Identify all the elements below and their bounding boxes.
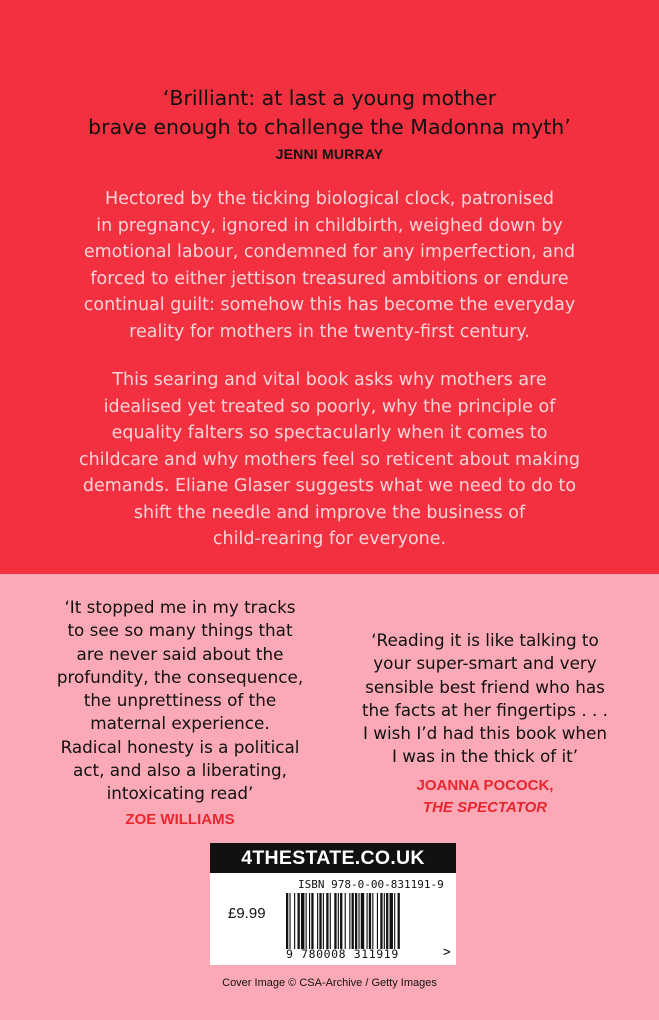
quote-line: your super-smart and very	[373, 653, 597, 674]
headline-attribution: JENNI MURRAY	[275, 146, 384, 162]
blurb-line: reality for mothers in the twenty-first century.	[129, 321, 530, 342]
ean-arrow: >	[443, 945, 451, 960]
publisher-website: 4THESTATE.CO.UK	[210, 843, 456, 873]
quote-line: ‘Reading it is like talking to	[371, 630, 599, 650]
quote-attribution: ZOE WILLIAMS	[125, 810, 235, 828]
blurb-line: idealised yet treated so poorly, why the principle of	[103, 396, 556, 417]
quote-line: the unprettiness of the	[83, 690, 277, 711]
blurb-line: in pregnancy, ignored in childbirth, weighed down by	[96, 215, 563, 236]
cover-image-credit: Cover Image © CSA-Archive / Getty Images	[222, 977, 437, 989]
blurb-line: forced to either jettison treasured ambitions or endure	[90, 268, 569, 289]
blurb-line: demands. Eliane Glaser suggests what we need to do to	[82, 476, 577, 496]
review-quote-right	[335, 629, 635, 819]
quote-line: intoxicating read’	[106, 783, 254, 804]
quote-line: I wish I’d had this book when	[362, 723, 608, 744]
blurb-line: Hectored by the ticking biological clock, patronised	[105, 189, 554, 209]
barcode-icon	[286, 893, 436, 949]
quote-line: profundity, the consequence,	[56, 666, 304, 687]
headline-line: brave enough to challenge the Madonna myth’	[88, 115, 571, 139]
ean-digits: 9 780008 311919	[286, 947, 399, 961]
quote-line: ‘It stopped me in my tracks	[64, 597, 296, 617]
blurb-line: This searing and vital book asks why mothers are	[112, 370, 547, 390]
blurb-line: child-rearing for everyone.	[212, 529, 447, 549]
quote-line: act, and also a liberating,	[73, 760, 287, 781]
quote-line: I was in the thick of it’	[391, 746, 579, 767]
quote-line: maternal experience.	[90, 713, 270, 734]
blurb-line: equality falters so spectacularly when it comes to	[111, 423, 548, 443]
quote-attribution: JOANNA POCOCK,	[416, 776, 554, 794]
headline-line: ‘Brilliant: at last a young mother	[162, 86, 497, 110]
quote-line: sensible best friend who has	[365, 676, 605, 697]
review-quote-left	[30, 596, 330, 831]
price-label: £9.99	[228, 905, 266, 922]
blurb-line: shift the needle and improve the business of	[133, 502, 526, 523]
blurb-line: continual guilt: somehow this has become the everyday	[83, 295, 576, 315]
quote-line: Radical honesty is a political	[60, 736, 300, 757]
quote-line: to see so many things that	[67, 620, 293, 641]
barcode-block	[210, 873, 456, 965]
blurb-line: emotional labour, condemned for any imperfection, and	[83, 242, 576, 262]
headline-quote	[0, 84, 659, 142]
blurb-paragraph-2	[0, 367, 659, 553]
quote-publication: THE SPECTATOR	[422, 798, 548, 816]
isbn-label: ISBN 978-0-00-831191-9	[298, 878, 444, 891]
blurb-paragraph-1	[0, 186, 659, 345]
quote-line: are never said about the	[76, 643, 284, 664]
blurb-line: childcare and why mothers feel so reticent about making	[79, 449, 580, 470]
quote-line: the facts at her fingertips . . .	[361, 699, 609, 720]
